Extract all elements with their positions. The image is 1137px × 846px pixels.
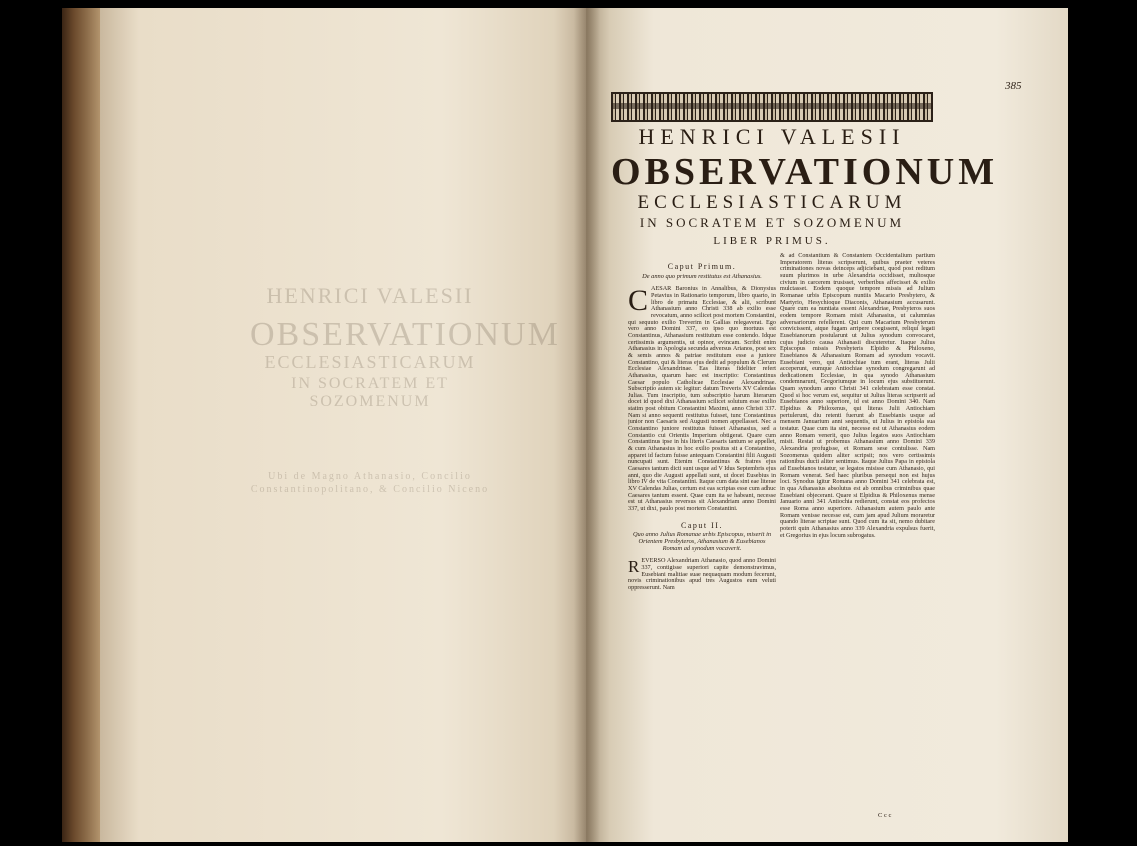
showthrough-line5: Ubi de Magno Athanasio, Concilio Constantinopolitano, & Concilio Niceno [250, 471, 490, 495]
header-ornament [611, 92, 933, 122]
showthrough-line3: ECCLESIASTICARUM [264, 352, 476, 372]
chapter1-dropcap: C [628, 284, 649, 318]
showthrough-line2: OBSERVATIONUM [250, 316, 560, 353]
chapter2-paragraph [628, 558, 776, 591]
chapter2-dropcap: R [628, 557, 640, 577]
chapter2-heading: Caput II. [681, 520, 723, 530]
column2-paragraph: & ad Constantium & Constantem Occidentalium partium Imperatorem literas scripserunt, quibus praeter veteres criminationes novas deinceps adjiciebant, quod post reditum suum plurimos in urbe Alexandria occidisset, multosque civium in carcerem trusisset, verberibus affecisset & exilio mulctasset. Eodem quoque tempore missis ad Julium Romanae urbis Episcopum nuntiis Macario Presbytero, & Martyrio, Hesychioque Diaconis, Athanasium accusarunt. Quare cum ea nuntiata essent Alexandriae, Presbyteros suos eodem tempore Romam misit Athanasius, ut calumnias adversariorum refellerent. Qui cum Macarium Presbyterum convicissent, atque fugam arripere coegissent, reliqui legati Eusebianorum postularunt ut Julius synodum convocaret, cujus judicio causa Athanasii discuteretur. Itaque Julius Episcopus missis Presbyteris Elpidio & Philoxeno, Eusebianos & Athanasium Romam ad synodum vocavit. Eusebiani vero, qui Antiochiae tum erant, literas Julii acceperunt, eumque Antiochiae synodum congregarunt ad dedicationem Ecclesiae, in qua synodo Athanasium condemnarunt, Gregoriumque in locum ejus substituerunt. Quam synodum anno Christi 341 celebratam esse constat. Quod si hoc verum est, sequitur ut Julius literas scripserit ad Eusebianos anno superiore, id est anno Domini 340. Nam Elpidius & Philoxenus, qui literas Julii Antiochiam pertulerunt, diu retenti fuerunt ab Eusebianis usque ad mensem Januarium anni sequentis, ut Julius in epistola sua testatur. Quae cum ita sint, necesse est ut Athanasius eodem anno Romam venerit, quo Julius legatos suos Antiochiam misit. Restat ut probemus Athanasium anno Domini 339 Alexandria profugisse, et Romam sese contulisse. Nam Sozomenus quidem aliter scripsit; nos vero certissimis rationibus ducti aliter sentimus. Itaque Julius Papa in epistola ad Eusebianos testatur, se legatos misisse cum Athanasio, qui Romam venerat. Sed haec pluribus persequi non est hujus loci. Synodus igitur Romana anno Domini 341 celebrata est, in qua Athanasius absolutus est ab omnibus criminibus quae Eusebiani objecerant. Quare si Elpidius & Philoxenus mense Januario anni 341 Antiochia redierunt, constat eos profectos esse Roma anno superiore. Athanasium autem paulo ante Romam venisse necesse est, cum jam apud Julium moraretur quando literae scriptae sunt. Quod cum ita sit, nemo dubitare poterit quin Athanasius anno 339 Alexandria expulsus fuerit, et Gregorius in ejus locum subrogatus. [780, 253, 935, 539]
title-subject: IN SOCRATEM ET SOZOMENUM [639, 215, 905, 230]
showthrough-line4: IN SOCRATEM ET SOZOMENUM [291, 375, 449, 410]
chapter2-text: EVERSO Alexandriam Athanasio, quod anno Domini 337, contigisse superiori capite demonstravimus, Eusebiani malitiae suae nequaquam modum fecerunt, novis criminationibus apud tres Augustos eum veluti oppresserunt. Nam [628, 557, 776, 591]
chapter2-subtitle: Quo anno Julius Romanae urbis Episcopus, miserit in Orientem Presbyteros, Athanasium & Eusebianos Romam ad synodum vocaverit. [632, 531, 772, 552]
signature-mark: C c c [878, 812, 892, 819]
title-book: LIBER PRIMUS. [713, 235, 831, 247]
text-column-right [780, 253, 935, 833]
chapter1-paragraph [628, 286, 776, 512]
chapter1-subtitle: De anno quo primum restitutus est Athanasius. [642, 272, 762, 280]
title-main: OBSERVATIONUM [611, 151, 999, 193]
chapter1-text: AESAR Baronius in Annalibus, & Dionysius Petavius in Rationario temporum, libro quarto, in libro de primatu Ecclesiae, & alii, scribunt Athanasium anno Christi 338 ab exilio esse revocatum, anno scilicet post mortem Constantini, qui sequuto exilio Treverim in Gallias relegaverat. Ego vero anno Domini 337, eo ipso quo mortuus est Constantinus, Athanasium restitutum esse contendo. Idque certissimis argumentis, ut opinor, evincam. Scribit enim Athanasius in Apologia secunda adversus Arianos, post sex & semis annos & patriae restitutum esse a juniore Constantino, qui & literas ejus dedit ad populum & Clerum Ecclesiae Alexandrinae. Eas literas fideliter refert Athanasius, quarum haec est inscriptio: Constantinus Caesar populo Catholicae Ecclesiae Alexandrinae. Subscriptio autem sic legitur: datum Treveris XV Calendas Julias. Tum inscriptio, tum subscriptio harum literarum docet id quod dixi Athanasium scilicet solutum esse exilio statim post obitum Constantini Maximi, anno Christi 337. Nam si anno sequenti restitutus fuisset, tunc Constantinus junior non Caesaris sed Augusti nomen appellasset. Nec a Constantino juniore restitutus fuisset Athanasius, sed a Constantio cui Orientis Imperium obtigerat. Quare cum Constantinus ipse in his literis Caesaris tantum se appellet, & cum Athanasius in hoc exilio positus sit a Constantino, apparet id factum fuisse antequam Constantini filii Augusti nuncupati sunt. Etenim Constantinus & fratres ejus Caesares tantum dicti sunt usque ad V Idus Septembris ejus anni, quo die Augusti appellati sunt, ut docet Eusebius in libro IV de vita Constantini. Itaque cum data sint eae literae XV Calendas Julias, certum est eas scriptas esse cum adhuc Caesares tantum essent. Quae cum ita se habeant, necesse est ut Athanasius reversus sit Alexandriam anno Domini 337, ut dixi, paulo post mortem Constantini. [628, 285, 776, 512]
left-page [100, 8, 588, 842]
title-author: HENRICI VALESII [638, 124, 906, 149]
book-gutter [574, 8, 600, 842]
showthrough-line1: HENRICI VALESII [266, 283, 474, 308]
chapter1-heading: Caput Primum. [667, 262, 737, 271]
text-column-left [628, 258, 776, 832]
book-edge [62, 8, 102, 842]
title-sub: ECCLESIASTICARUM [637, 192, 907, 213]
page-number: 385 [1005, 80, 1022, 92]
